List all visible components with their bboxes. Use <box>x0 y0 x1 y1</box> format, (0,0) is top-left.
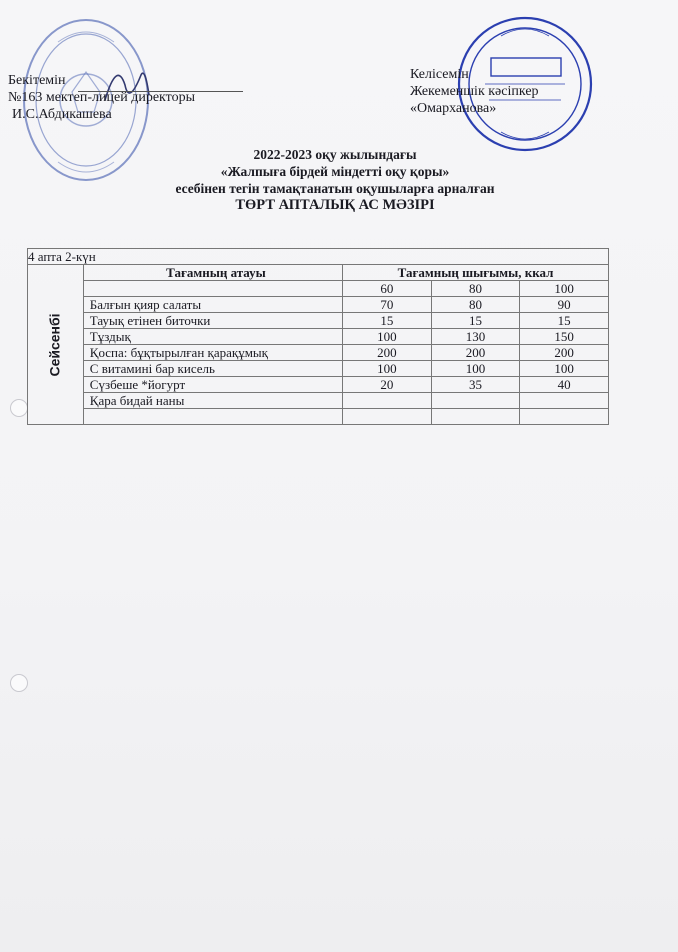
title-line-4: ТӨРТ АПТАЛЫҚ АС МӘЗІРІ <box>235 197 435 213</box>
document-title <box>100 146 570 214</box>
week-day-label: 4 апта 2-күн <box>28 249 609 265</box>
approval-name: И.С.Абдикашева <box>12 107 112 122</box>
agreement-block <box>410 66 539 117</box>
menu-table <box>27 248 609 425</box>
yield-value: 200 <box>431 345 520 361</box>
yield-value: 100 <box>520 361 609 377</box>
table-row <box>28 329 609 345</box>
dish-name: С витамині бар кисель <box>83 361 342 377</box>
dish-name: Сүзбеше *йогурт <box>83 377 342 393</box>
yield-value: 90 <box>520 297 609 313</box>
dish-name: Балғын қияр салаты <box>83 297 342 313</box>
yield-value: 20 <box>343 377 432 393</box>
dish-name: Тауық етінен биточки <box>83 313 342 329</box>
yield-value: 100 <box>343 329 432 345</box>
dish-name <box>83 281 342 297</box>
yield-col-3-header: 100 <box>520 281 609 297</box>
approval-title: Бекітемін <box>8 73 66 88</box>
day-name: Сейсенбі <box>46 312 63 377</box>
table-row <box>28 361 609 377</box>
dish-name <box>83 409 342 425</box>
yield-value: 40 <box>520 377 609 393</box>
yield-value: 200 <box>520 345 609 361</box>
agreement-position: Жекеменшік кәсіпкер <box>410 84 539 99</box>
day-cell <box>28 265 84 425</box>
yield-value <box>343 409 432 425</box>
table-row <box>28 313 609 329</box>
yield-value: 15 <box>431 313 520 329</box>
table-row <box>28 297 609 313</box>
dish-name: Қара бидай наны <box>83 393 342 409</box>
yield-value <box>431 393 520 409</box>
title-line-3: есебінен тегін тамақтанатын оқушыларға арналған <box>175 181 495 196</box>
yield-col-2-header: 80 <box>431 281 520 297</box>
yield-value <box>343 393 432 409</box>
header-yield: Тағамның шығымы, ккал <box>343 265 609 281</box>
approval-block <box>8 72 195 123</box>
yield-value <box>520 409 609 425</box>
yield-col-1-header: 60 <box>343 281 432 297</box>
yield-value <box>431 409 520 425</box>
yield-value: 15 <box>520 313 609 329</box>
signature-line <box>78 91 243 92</box>
table-row <box>28 377 609 393</box>
yield-value: 100 <box>343 361 432 377</box>
punch-hole-bottom <box>10 674 28 692</box>
agreement-title: Келісемін <box>410 67 469 82</box>
dish-name: Тұздық <box>83 329 342 345</box>
title-line-2: «Жалпыға бірдей міндетті оқу қоры» <box>220 164 450 179</box>
yield-value: 35 <box>431 377 520 393</box>
yield-value: 200 <box>343 345 432 361</box>
table-row <box>28 393 609 409</box>
approval-position: №163 мектеп-лицей директоры <box>8 90 195 105</box>
yield-value: 100 <box>431 361 520 377</box>
header-dish-name: Тағамның атауы <box>83 265 342 281</box>
yield-value: 130 <box>431 329 520 345</box>
punch-hole-top <box>10 399 28 417</box>
table-row <box>28 409 609 425</box>
yield-value: 150 <box>520 329 609 345</box>
table-row <box>28 345 609 361</box>
dish-name: Қоспа: бұқтырылған қарақұмық <box>83 345 342 361</box>
yield-value: 80 <box>431 297 520 313</box>
yield-value: 15 <box>343 313 432 329</box>
title-line-1: 2022-2023 оқу жылындағы <box>253 147 417 162</box>
yield-value <box>520 393 609 409</box>
agreement-company: «Омарханова» <box>410 101 497 116</box>
yield-value: 70 <box>343 297 432 313</box>
